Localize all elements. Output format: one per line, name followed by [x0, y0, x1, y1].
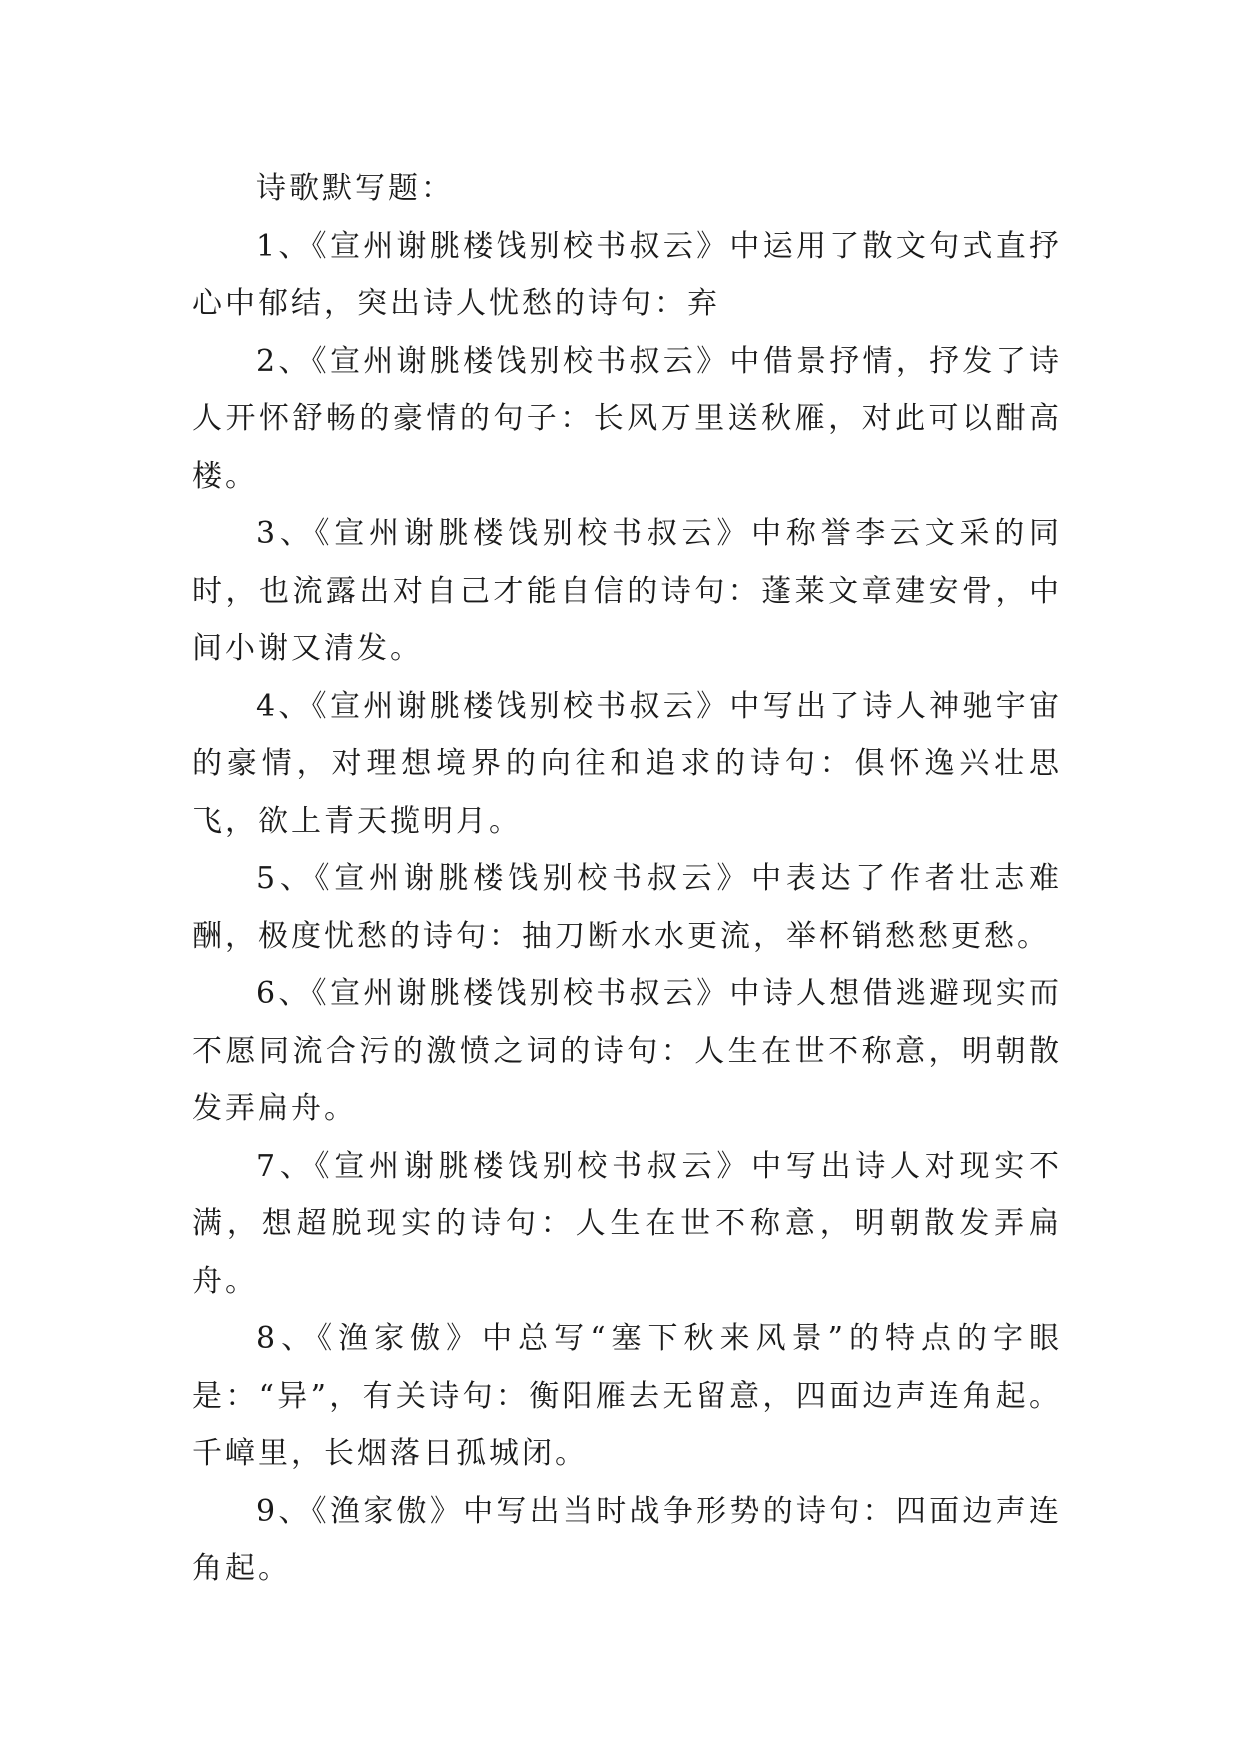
- question-item-3: 3、《宣州谢朓楼饯别校书叔云》中称誉李云文采的同时，也流露出对自己才能自信的诗句：蓬莱文章建安骨，中间小谢又清发。: [192, 516, 1062, 666]
- question-item-5: 5、《宣州谢朓楼饯别校书叔云》中表达了作者壮志难酬，极度忧愁的诗句：抽刀断水水更流，举杯销愁愁更愁。: [192, 861, 1062, 954]
- question-item-9: 9、《渔家傲》中写出当时战争形势的诗句：四面边声连角起。: [192, 1493, 1062, 1586]
- question-item-2: 2、《宣州谢朓楼饯别校书叔云》中借景抒情，抒发了诗人开怀舒畅的豪情的句子：长风万里送秋雁，对此可以酣高楼。: [192, 343, 1062, 494]
- question-item-8: 8、《渔家傲》中总写“塞下秋来风景”的特点的字眼是：“异”，有关诗句：衡阳雁去无留意，四面边声连角起。千嶂里，长烟落日孤城闭。: [192, 1321, 1062, 1471]
- question-item-7: 7、《宣州谢朓楼饯别校书叔云》中写出诗人对现实不满，想超脱现实的诗句：人生在世不称意，明朝散发弄扁舟。: [192, 1148, 1062, 1299]
- document-page: [192, 160, 1062, 1598]
- question-item-4: 4、《宣州谢朓楼饯别校书叔云》中写出了诗人神驰宇宙的豪情，对理想境界的向往和追求的诗句：俱怀逸兴壮思飞，欲上青天揽明月。: [192, 688, 1062, 839]
- question-item-1: 1、《宣州谢朓楼饯别校书叔云》中运用了散文句式直抒心中郁结，突出诗人忧愁的诗句：弃: [192, 228, 1062, 321]
- question-item-6: 6、《宣州谢朓楼饯别校书叔云》中诗人想借逃避现实而不愿同流合污的激愤之词的诗句：人生在世不称意，明朝散发弄扁舟。: [192, 976, 1062, 1126]
- section-heading: 诗歌默写题：: [256, 171, 454, 206]
